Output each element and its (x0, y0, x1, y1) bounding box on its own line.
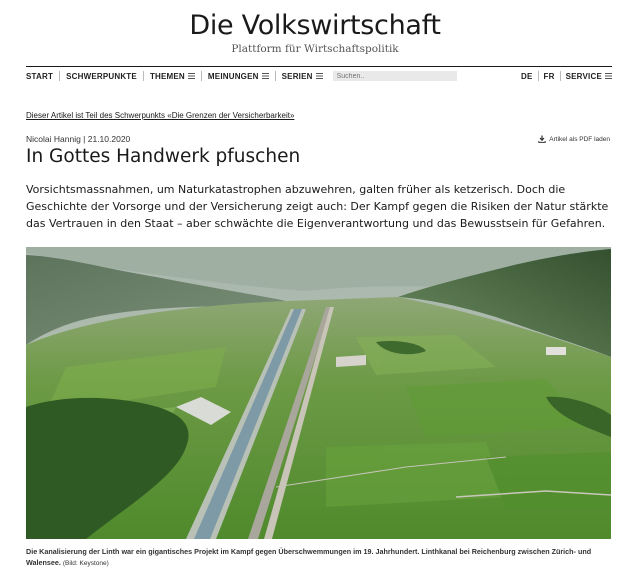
site-title[interactable]: Die Volkswirtschaft (189, 10, 441, 41)
nav-themen-label: THEMEN (149, 71, 185, 81)
nav-serien-label: SERIEN (281, 71, 313, 81)
hero-image (26, 247, 611, 539)
download-icon (538, 135, 546, 143)
nav-right (516, 71, 612, 81)
lang-fr[interactable]: FR (539, 71, 561, 81)
site-tagline: Plattform für Wirtschaftspolitik (231, 43, 399, 55)
nav-meinungen[interactable] (202, 71, 276, 81)
pdf-download-link[interactable] (538, 135, 610, 143)
menu-icon (316, 73, 323, 79)
nav-meinungen-label: MEINUNGEN (207, 71, 259, 81)
main-navigation (26, 66, 612, 85)
menu-icon (262, 73, 269, 79)
menu-icon (605, 73, 612, 79)
image-credit: (Bild: Keystone) (62, 560, 109, 567)
hero-landscape-illustration (26, 247, 611, 539)
lang-de[interactable]: DE (516, 71, 539, 81)
image-caption (26, 546, 616, 569)
byline: Nicolai Hannig | 21.10.2020 (26, 134, 131, 144)
nav-service-label: SERVICE (565, 71, 602, 81)
caption-text: Die Kanalisierung der Linth war ein gigantisches Projekt im Kampf gegen Überschwemmungen im 19. Jahrhundert. Linthkanal bei Reichenburg zwischen Zürich- und Walensee. (26, 547, 592, 567)
nav-schwerpunkte-label: SCHWERPUNKTE (66, 71, 137, 81)
nav-service[interactable] (561, 71, 612, 81)
pdf-download-label: Artikel als PDF laden (549, 135, 610, 143)
nav-start-label: START (26, 71, 54, 81)
nav-themen[interactable] (144, 71, 202, 81)
article-title: In Gottes Handwerk pfuschen (26, 146, 301, 167)
nav-start[interactable] (26, 71, 60, 81)
search-input[interactable] (333, 71, 457, 81)
masthead (0, 0, 630, 55)
menu-icon (188, 73, 195, 79)
nav-serien[interactable] (276, 71, 329, 81)
series-link[interactable]: Dieser Artikel ist Teil des Schwerpunkts «Die Grenzen der Versicherbarkeit» (26, 111, 295, 120)
nav-schwerpunkte[interactable] (60, 71, 144, 81)
article-lead: Vorsichtsmassnahmen, um Naturkatastrophen abzuwehren, galten früher als ketzerisch. Doch die Geschichte der Vorsorge und der Versicherung zeigt auch: Der Kampf gegen die Risiken der Natur stärkte das Vertrauen in den Staat – aber schwächte die Eigenverantwortung und das Bewusstsein für Gefahren. (26, 183, 609, 230)
